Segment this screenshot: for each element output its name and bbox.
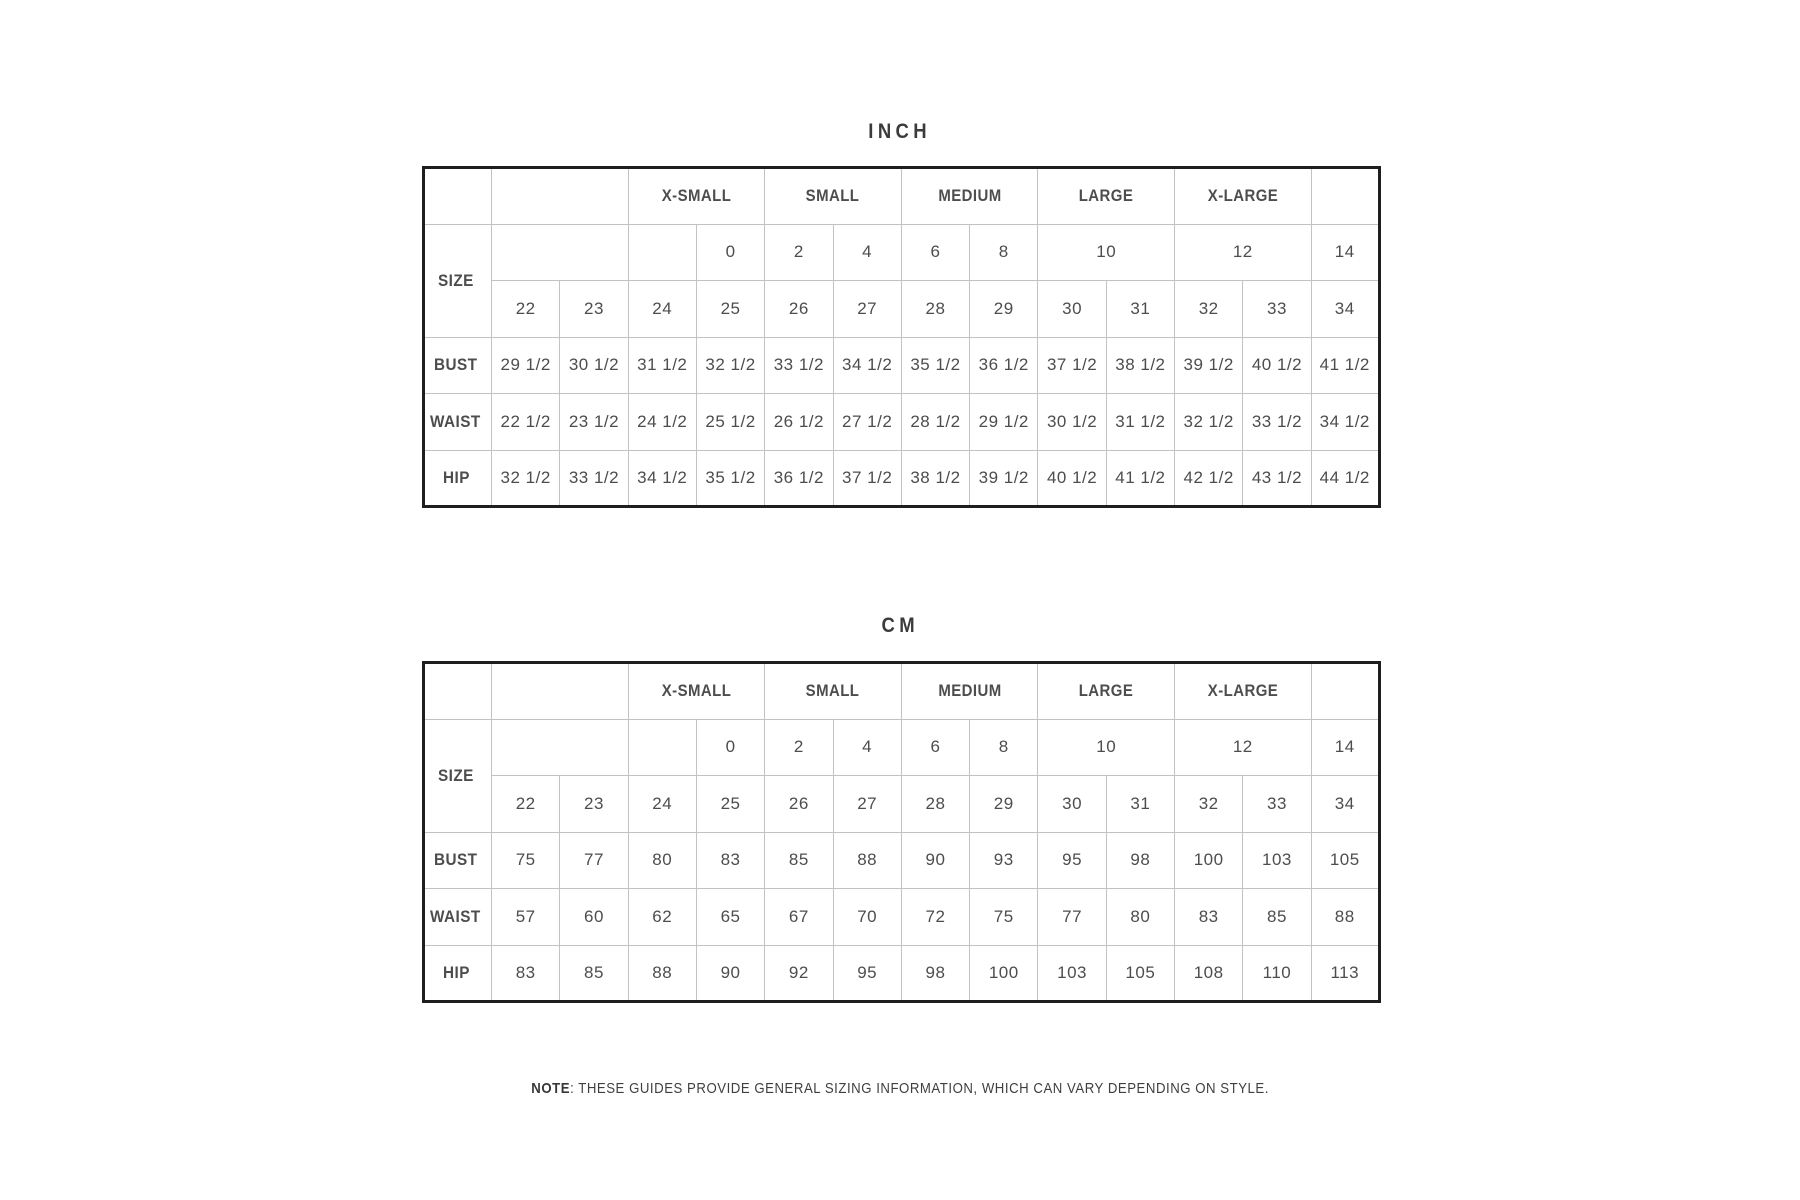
- numeric-size-6-text: 6: [930, 737, 941, 757]
- hip-row-label-text: HIP: [443, 467, 470, 487]
- bust-value-26-text: 85: [788, 850, 809, 870]
- measurement-size-29: [970, 776, 1038, 833]
- numeric-size-4: [833, 719, 901, 776]
- note-label: NOTE: [531, 1080, 570, 1097]
- waist-value-24-text: 24 1/2: [637, 411, 688, 431]
- hip-value-26: [765, 945, 833, 1002]
- hip-value-27-text: 95: [857, 962, 878, 982]
- group-header-x-small-text: X-SMALL: [661, 681, 732, 701]
- bust-value-24: [628, 832, 696, 889]
- waist-value-22: [492, 394, 560, 451]
- waist-value-31: [1106, 889, 1174, 946]
- measurement-size-32: [1175, 281, 1243, 338]
- hip-value-34-text: 44 1/2: [1319, 467, 1370, 487]
- waist-value-32-text: 32 1/2: [1183, 411, 1234, 431]
- waist-value-25: [696, 889, 764, 946]
- waist-value-26: [765, 394, 833, 451]
- group-header-small: [765, 168, 902, 225]
- group-header-x-small-text: X-SMALL: [661, 186, 732, 206]
- measurement-size-34-text: 34: [1334, 793, 1355, 813]
- waist-value-28: [901, 394, 969, 451]
- hip-value-23-text: 85: [583, 962, 604, 982]
- bust-value-23: [560, 337, 628, 394]
- waist-row-label: [424, 394, 492, 451]
- group-header-x-large: [1175, 663, 1312, 720]
- numeric-size-8-text: 8: [998, 737, 1009, 757]
- measurement-size-29-text: 29: [993, 793, 1014, 813]
- waist-value-32-text: 83: [1198, 906, 1219, 926]
- bust-value-31: [1106, 337, 1174, 394]
- measurement-size-26-text: 26: [788, 793, 809, 813]
- bust-value-31-text: 98: [1130, 850, 1151, 870]
- measurement-size-27: [833, 776, 901, 833]
- measurement-size-28: [901, 776, 969, 833]
- hip-value-26-text: 36 1/2: [773, 467, 824, 487]
- hip-value-25: [696, 945, 764, 1002]
- hip-value-29: [970, 945, 1038, 1002]
- waist-value-24: [628, 394, 696, 451]
- measurement-size-31-text: 31: [1130, 298, 1151, 318]
- waist-value-30: [1038, 394, 1106, 451]
- measurement-size-23: [560, 776, 628, 833]
- measurement-size-26-text: 26: [788, 298, 809, 318]
- waist-value-28: [901, 889, 969, 946]
- hip-value-30-text: 103: [1057, 962, 1087, 982]
- waist-value-26: [765, 889, 833, 946]
- bust-value-28: [901, 832, 969, 889]
- group-header-empty: [1311, 663, 1379, 720]
- waist-value-22: [492, 889, 560, 946]
- hip-value-25: [696, 450, 764, 507]
- waist-value-33-text: 33 1/2: [1251, 411, 1303, 431]
- bust-value-22: [492, 337, 560, 394]
- hip-value-24: [628, 450, 696, 507]
- numeric-size-8: [970, 719, 1038, 776]
- size-table-title-cm-text: CM: [881, 614, 919, 637]
- measurement-size-23: [560, 281, 628, 338]
- hip-value-27-text: 37 1/2: [842, 467, 893, 487]
- hip-value-28: [901, 945, 969, 1002]
- hip-value-33-text: 43 1/2: [1251, 467, 1303, 487]
- hip-value-29-text: 100: [988, 962, 1019, 982]
- bust-value-29-text: 36 1/2: [978, 355, 1029, 375]
- sizing-note: [0, 1081, 1800, 1096]
- group-header-x-small: [628, 168, 765, 225]
- waist-value-26-text: 67: [788, 906, 809, 926]
- numeric-size-8: [970, 224, 1038, 281]
- bust-value-33: [1243, 832, 1311, 889]
- bust-value-33-text: 40 1/2: [1251, 355, 1303, 375]
- group-header-medium-text: MEDIUM: [937, 186, 1002, 206]
- measurement-size-28-text: 28: [925, 793, 946, 813]
- waist-row-label-text: WAIST: [429, 411, 481, 431]
- measurement-size-26: [765, 281, 833, 338]
- bust-value-30: [1038, 337, 1106, 394]
- bust-value-27-text: 34 1/2: [842, 355, 893, 375]
- measurement-size-27-text: 27: [857, 298, 878, 318]
- bust-value-25-text: 32 1/2: [705, 355, 756, 375]
- hip-value-30: [1038, 450, 1106, 507]
- measurement-size-34-text: 34: [1334, 298, 1355, 318]
- hip-value-34: [1311, 945, 1379, 1002]
- bust-row-label-text: BUST: [433, 355, 478, 375]
- measurement-size-28: [901, 281, 969, 338]
- bust-value-29-text: 93: [993, 850, 1014, 870]
- measurement-size-25: [696, 776, 764, 833]
- bust-value-34-text: 105: [1329, 850, 1360, 870]
- measurement-size-31-text: 31: [1130, 793, 1151, 813]
- bust-value-24-text: 80: [652, 850, 673, 870]
- measurement-size-22: [492, 281, 560, 338]
- waist-value-30: [1038, 889, 1106, 946]
- waist-value-34: [1311, 889, 1379, 946]
- measurement-size-30: [1038, 281, 1106, 338]
- measurement-size-30: [1038, 776, 1106, 833]
- measurement-size-33-text: 33: [1267, 793, 1287, 813]
- bust-value-31: [1106, 832, 1174, 889]
- waist-value-23-text: 23 1/2: [568, 411, 620, 431]
- hip-value-26: [765, 450, 833, 507]
- bust-value-29: [970, 832, 1038, 889]
- numeric-size-0: [696, 224, 764, 281]
- waist-value-25-text: 25 1/2: [705, 411, 756, 431]
- measurement-size-22-text: 22: [515, 298, 536, 318]
- hip-value-26-text: 92: [788, 962, 809, 982]
- waist-value-34-text: 34 1/2: [1319, 411, 1370, 431]
- bust-value-34: [1311, 337, 1379, 394]
- bust-value-22: [492, 832, 560, 889]
- waist-value-22-text: 57: [515, 906, 536, 926]
- group-header-small-text: SMALL: [806, 681, 860, 701]
- numeric-size-empty: [492, 719, 629, 776]
- hip-value-34: [1311, 450, 1379, 507]
- waist-value-33: [1243, 889, 1311, 946]
- measurement-size-24: [628, 281, 696, 338]
- group-header-empty: [1311, 168, 1379, 225]
- bust-value-25: [696, 337, 764, 394]
- hip-value-28: [901, 450, 969, 507]
- numeric-size-8-text: 8: [998, 242, 1009, 262]
- measurement-size-32-text: 32: [1198, 298, 1219, 318]
- group-header-medium-text: MEDIUM: [937, 681, 1002, 701]
- hip-row-label: [424, 945, 492, 1002]
- size-table-title-cm: [0, 615, 1800, 636]
- numeric-size-0-text: 0: [725, 737, 736, 757]
- measurement-size-34: [1311, 776, 1379, 833]
- hip-value-28-text: 38 1/2: [910, 467, 961, 487]
- waist-value-22-text: 22 1/2: [500, 411, 551, 431]
- waist-value-34: [1311, 394, 1379, 451]
- measurement-size-33-text: 33: [1267, 298, 1287, 318]
- size-row-label-text: SIZE: [438, 765, 474, 785]
- size-table-inch: [422, 166, 1381, 508]
- numeric-size-10: [1038, 719, 1175, 776]
- numeric-size-14: [1311, 719, 1379, 776]
- measurement-size-23-text: 23: [583, 793, 604, 813]
- measurement-size-31: [1106, 281, 1174, 338]
- hip-value-34-text: 113: [1330, 962, 1360, 982]
- bust-value-23-text: 77: [583, 850, 604, 870]
- bust-value-24-text: 31 1/2: [637, 355, 688, 375]
- numeric-size-14-text: 14: [1334, 737, 1355, 757]
- hip-value-29: [970, 450, 1038, 507]
- waist-value-32: [1175, 889, 1243, 946]
- waist-value-29-text: 29 1/2: [978, 411, 1029, 431]
- numeric-size-12-text: 12: [1232, 242, 1253, 262]
- waist-value-33: [1243, 394, 1311, 451]
- bust-value-28-text: 90: [925, 850, 946, 870]
- bust-value-27: [833, 337, 901, 394]
- waist-value-28-text: 72: [925, 906, 946, 926]
- numeric-size-6-text: 6: [930, 242, 941, 262]
- measurement-size-22-text: 22: [515, 793, 536, 813]
- numeric-size-10: [1038, 224, 1175, 281]
- bust-value-29: [970, 337, 1038, 394]
- numeric-size-12: [1175, 224, 1312, 281]
- waist-value-27-text: 27 1/2: [842, 411, 893, 431]
- group-header-x-large-text: X-LARGE: [1207, 186, 1279, 206]
- bust-value-27-text: 88: [857, 850, 878, 870]
- waist-value-23: [560, 889, 628, 946]
- group-header-empty: [492, 663, 629, 720]
- waist-value-27-text: 70: [857, 906, 878, 926]
- hip-value-27: [833, 450, 901, 507]
- group-header-x-small: [628, 663, 765, 720]
- waist-row-label-text: WAIST: [429, 906, 481, 926]
- waist-value-30-text: 30 1/2: [1046, 411, 1098, 431]
- waist-value-34-text: 88: [1334, 906, 1355, 926]
- size-row-label: [424, 224, 492, 337]
- hip-value-23-text: 33 1/2: [568, 467, 620, 487]
- hip-value-33: [1243, 945, 1311, 1002]
- group-header-large-text: LARGE: [1078, 681, 1134, 701]
- group-header-medium: [901, 663, 1038, 720]
- hip-value-28-text: 98: [925, 962, 946, 982]
- bust-value-24: [628, 337, 696, 394]
- hip-value-31: [1106, 945, 1174, 1002]
- group-header-large: [1038, 168, 1175, 225]
- measurement-size-30-text: 30: [1062, 793, 1083, 813]
- bust-value-26: [765, 832, 833, 889]
- numeric-size-4-text: 4: [862, 737, 873, 757]
- waist-value-27: [833, 889, 901, 946]
- waist-value-29-text: 75: [993, 906, 1014, 926]
- bust-value-22-text: 75: [515, 850, 536, 870]
- numeric-size-14: [1311, 224, 1379, 281]
- group-header-empty: [492, 168, 629, 225]
- hip-row-label: [424, 450, 492, 507]
- numeric-size-2-text: 2: [793, 737, 804, 757]
- size-row-label-text: SIZE: [438, 270, 474, 290]
- measurement-size-33: [1243, 281, 1311, 338]
- size-table-cm: [422, 661, 1381, 1003]
- hip-value-29-text: 39 1/2: [978, 467, 1029, 487]
- numeric-size-6: [901, 719, 969, 776]
- hip-value-23: [560, 450, 628, 507]
- hip-value-31-text: 105: [1125, 962, 1156, 982]
- hip-row-label-text: HIP: [443, 962, 470, 982]
- measurement-size-23-text: 23: [583, 298, 604, 318]
- size-table-title-inch: [0, 121, 1800, 142]
- measurement-size-25: [696, 281, 764, 338]
- hip-value-32: [1175, 945, 1243, 1002]
- waist-value-32: [1175, 394, 1243, 451]
- hip-value-32-text: 108: [1193, 962, 1224, 982]
- hip-value-30-text: 40 1/2: [1046, 467, 1098, 487]
- bust-value-25: [696, 832, 764, 889]
- measurement-size-24-text: 24: [652, 298, 673, 318]
- measurement-size-26: [765, 776, 833, 833]
- measurement-size-31: [1106, 776, 1174, 833]
- measurement-size-34: [1311, 281, 1379, 338]
- bust-value-34-text: 41 1/2: [1319, 355, 1370, 375]
- bust-value-34: [1311, 832, 1379, 889]
- numeric-size-10-text: 10: [1096, 737, 1117, 757]
- hip-value-24: [628, 945, 696, 1002]
- hip-value-33-text: 110: [1262, 962, 1292, 982]
- bust-value-23: [560, 832, 628, 889]
- numeric-size-6: [901, 224, 969, 281]
- waist-value-29: [970, 394, 1038, 451]
- waist-value-28-text: 28 1/2: [910, 411, 961, 431]
- hip-value-22-text: 32 1/2: [500, 467, 551, 487]
- waist-value-23-text: 60: [583, 906, 604, 926]
- corner-cell: [424, 663, 492, 720]
- bust-value-28-text: 35 1/2: [910, 355, 961, 375]
- hip-value-22: [492, 450, 560, 507]
- group-header-x-large: [1175, 168, 1312, 225]
- numeric-size-14-text: 14: [1334, 242, 1355, 262]
- bust-value-32: [1175, 337, 1243, 394]
- corner-cell: [424, 168, 492, 225]
- measurement-size-33: [1243, 776, 1311, 833]
- hip-value-22: [492, 945, 560, 1002]
- bust-value-26-text: 33 1/2: [773, 355, 824, 375]
- measurement-size-28-text: 28: [925, 298, 946, 318]
- bust-value-28: [901, 337, 969, 394]
- numeric-size-2-text: 2: [793, 242, 804, 262]
- measurement-size-27: [833, 281, 901, 338]
- bust-value-33-text: 103: [1262, 850, 1292, 870]
- numeric-size-empty: [492, 224, 629, 281]
- hip-value-30: [1038, 945, 1106, 1002]
- measurement-size-29: [970, 281, 1038, 338]
- waist-value-25: [696, 394, 764, 451]
- group-header-large: [1038, 663, 1175, 720]
- bust-value-23-text: 30 1/2: [568, 355, 620, 375]
- measurement-size-32-text: 32: [1198, 793, 1219, 813]
- numeric-size-4-text: 4: [862, 242, 873, 262]
- hip-value-24-text: 88: [652, 962, 673, 982]
- group-header-small: [765, 663, 902, 720]
- bust-value-30: [1038, 832, 1106, 889]
- hip-value-31: [1106, 450, 1174, 507]
- measurement-size-24: [628, 776, 696, 833]
- hip-value-25-text: 35 1/2: [705, 467, 756, 487]
- bust-value-25-text: 83: [720, 850, 741, 870]
- measurement-size-25-text: 25: [720, 793, 741, 813]
- numeric-size-12-text: 12: [1232, 737, 1253, 757]
- waist-value-33-text: 85: [1267, 906, 1287, 926]
- numeric-size-2: [765, 719, 833, 776]
- waist-value-27: [833, 394, 901, 451]
- measurement-size-22: [492, 776, 560, 833]
- bust-value-32-text: 100: [1193, 850, 1224, 870]
- hip-value-32-text: 42 1/2: [1183, 467, 1234, 487]
- hip-value-32: [1175, 450, 1243, 507]
- numeric-size-2: [765, 224, 833, 281]
- measurement-size-25-text: 25: [720, 298, 741, 318]
- waist-value-29: [970, 889, 1038, 946]
- bust-value-27: [833, 832, 901, 889]
- waist-value-25-text: 65: [720, 906, 741, 926]
- measurement-size-32: [1175, 776, 1243, 833]
- numeric-size-0-text: 0: [725, 242, 736, 262]
- group-header-x-large-text: X-LARGE: [1207, 681, 1279, 701]
- size-row-label: [424, 719, 492, 832]
- measurement-size-29-text: 29: [993, 298, 1014, 318]
- bust-value-32-text: 39 1/2: [1183, 355, 1234, 375]
- bust-row-label-text: BUST: [433, 850, 478, 870]
- numeric-size-4: [833, 224, 901, 281]
- waist-value-24: [628, 889, 696, 946]
- numeric-size-empty: [628, 224, 696, 281]
- bust-value-30-text: 37 1/2: [1046, 355, 1098, 375]
- bust-value-32: [1175, 832, 1243, 889]
- group-header-large-text: LARGE: [1078, 186, 1134, 206]
- hip-value-27: [833, 945, 901, 1002]
- waist-row-label: [424, 889, 492, 946]
- bust-row-label: [424, 337, 492, 394]
- waist-value-31-text: 31 1/2: [1115, 411, 1166, 431]
- note-text: : THESE GUIDES PROVIDE GENERAL SIZING INFORMATION, WHICH CAN VARY DEPENDING ON STYLE.: [569, 1080, 1269, 1097]
- waist-value-24-text: 62: [652, 906, 673, 926]
- measurement-size-27-text: 27: [857, 793, 878, 813]
- numeric-size-0: [696, 719, 764, 776]
- hip-value-33: [1243, 450, 1311, 507]
- waist-value-30-text: 77: [1062, 906, 1083, 926]
- waist-value-23: [560, 394, 628, 451]
- size-table-title-inch-text: INCH: [868, 120, 932, 143]
- hip-value-31-text: 41 1/2: [1115, 467, 1166, 487]
- bust-row-label: [424, 832, 492, 889]
- waist-value-31: [1106, 394, 1174, 451]
- group-header-medium: [901, 168, 1038, 225]
- measurement-size-24-text: 24: [652, 793, 673, 813]
- waist-value-26-text: 26 1/2: [773, 411, 824, 431]
- waist-value-31-text: 80: [1130, 906, 1151, 926]
- measurement-size-30-text: 30: [1062, 298, 1083, 318]
- hip-value-23: [560, 945, 628, 1002]
- hip-value-25-text: 90: [720, 962, 741, 982]
- bust-value-33: [1243, 337, 1311, 394]
- bust-value-30-text: 95: [1062, 850, 1083, 870]
- group-header-small-text: SMALL: [806, 186, 860, 206]
- hip-value-24-text: 34 1/2: [637, 467, 688, 487]
- bust-value-22-text: 29 1/2: [500, 355, 551, 375]
- numeric-size-10-text: 10: [1096, 242, 1117, 262]
- bust-value-31-text: 38 1/2: [1115, 355, 1166, 375]
- hip-value-22-text: 83: [515, 962, 536, 982]
- bust-value-26: [765, 337, 833, 394]
- numeric-size-empty: [628, 719, 696, 776]
- numeric-size-12: [1175, 719, 1312, 776]
